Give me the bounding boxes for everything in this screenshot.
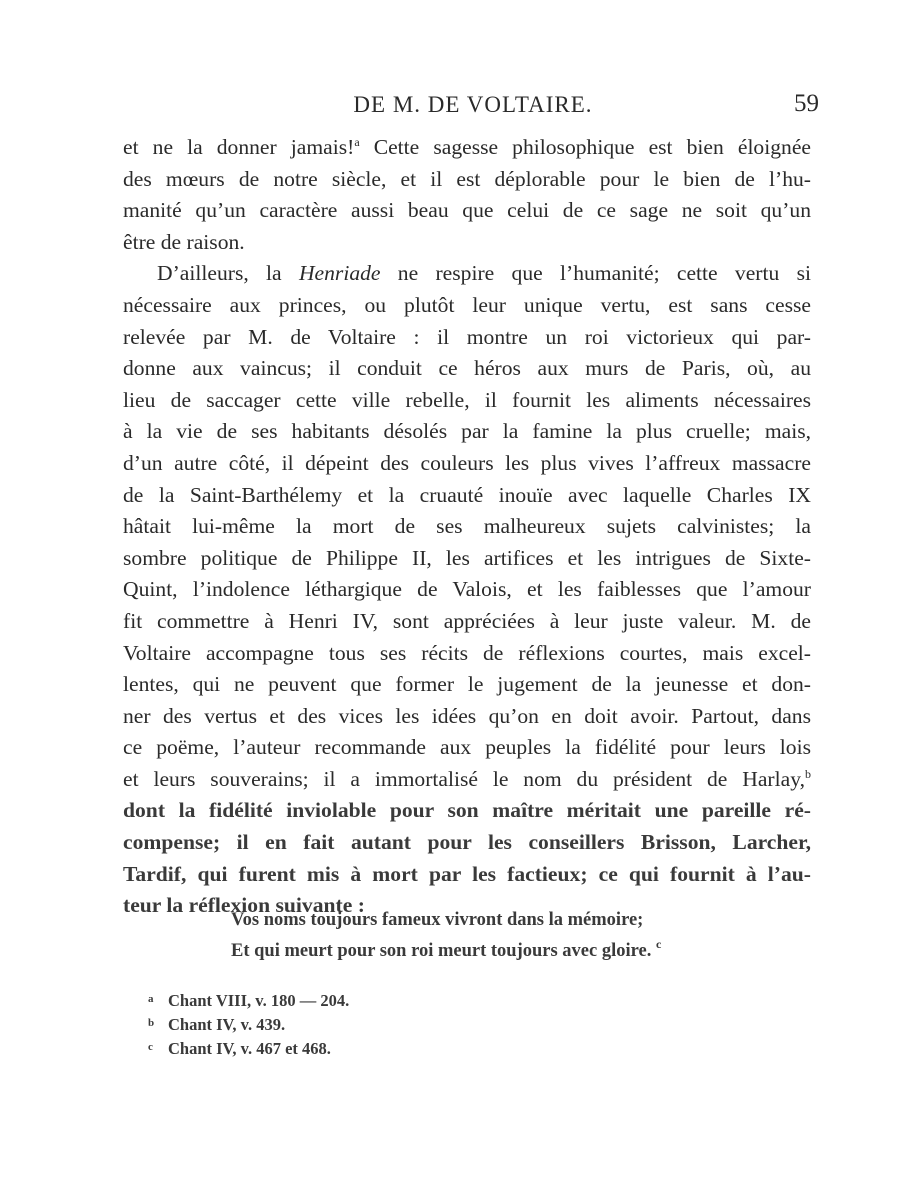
body-text xyxy=(123,132,811,922)
body-line: être de raison. xyxy=(123,229,245,254)
footnote-ref-a: a xyxy=(354,135,360,149)
verse-line: Vos noms toujours fameux vivront dans la mémoire; xyxy=(231,910,644,930)
body-line: et ne la donner jamais!$^a$ Cette sagesse philosophique est bien éloignée xyxy=(123,135,811,159)
body-line: nécessaire aux princes, ou plutôt leur unique vertu, est sans cesse xyxy=(123,292,811,317)
body-line: d’un autre côté, il dépeint des couleurs les plus vives l’affreux massacre xyxy=(123,450,811,475)
body-line: Quint, l’indolence léthargique de Valois, et les faiblesses que l’amour xyxy=(123,577,811,602)
body-line: teur la réflexion suivante : xyxy=(123,893,365,918)
running-title: DE M. DE VOLTAIRE. xyxy=(353,92,593,117)
body-line: ce poëme, l’auteur recommande aux peuples la fidélité pour leurs lois xyxy=(123,735,811,760)
footnote-ref-c: c xyxy=(655,937,662,951)
page-number: 59 xyxy=(794,90,819,117)
body-line: lentes, qui ne peuvent que former le jugement de la jeunesse et don- xyxy=(123,672,811,697)
body-line: à la vie de ses habitants désolés par la famine la plus cruelle; mais, xyxy=(123,419,811,444)
footnote-a xyxy=(148,988,349,1012)
footnote-text: Chant IV, v. 467 et 468. xyxy=(168,1039,331,1058)
body-line: dont la fidélité inviolable pour son maître méritait une pareille ré- xyxy=(123,798,811,823)
body-line: fit commettre à Henri IV, sont appréciées à leur juste valeur. M. de xyxy=(123,608,811,633)
body-line: ner des vertus et des vices les idées qu’on en doit avoir. Partout, dans xyxy=(123,703,811,728)
body-line: des mœurs de notre siècle, et il est déplorable pour le bien de l’hu- xyxy=(123,166,811,191)
body-line: et leurs souverains; il a immortalisé le nom du président de Harlay,$^b$ xyxy=(123,766,811,791)
body-line: D’ailleurs, la Henriade ne respire que l’humanité; cette vertu si xyxy=(157,261,811,286)
body-line: manité qu’un caractère aussi beau que celui de ce sage ne soit qu’un xyxy=(123,198,811,223)
footnote-text: Chant IV, v. 439. xyxy=(168,1015,286,1034)
footnote-text: Chant VIII, v. 180 — 204. xyxy=(168,991,350,1010)
work-title-italic: Henriade xyxy=(298,261,381,286)
footnote-mark: c xyxy=(148,1041,153,1053)
verse-line: Et qui meurt pour son roi meurt toujours avec gloire. $^c$ xyxy=(231,937,662,961)
bold-text-block xyxy=(123,795,811,921)
body-line: de la Saint-Barthélemy et la cruauté inouïe avec laquelle Charles IX xyxy=(123,482,811,507)
body-line: sombre politique de Philippe II, les artifices et les intrigues de Sixte- xyxy=(123,545,811,570)
footnotes xyxy=(148,988,349,1060)
footnote-mark: a xyxy=(148,993,154,1005)
body-line: relevée par M. de Voltaire : il montre un roi victorieux qui par- xyxy=(123,324,811,349)
footnote-b xyxy=(148,1012,349,1036)
footnote-mark: b xyxy=(148,1017,155,1029)
running-head xyxy=(123,88,823,124)
footnote-c xyxy=(148,1036,349,1060)
body-line: lieu de saccager cette ville rebelle, il fournit les aliments nécessaires xyxy=(123,387,811,412)
body-line: donne aux vaincus; il conduit ce héros aux murs de Paris, où, au xyxy=(123,356,811,381)
body-line: hâtait lui-même la mort de ses malheureux sujets calvinistes; la xyxy=(123,514,811,539)
body-line: Voltaire accompagne tous ses récits de réflexions courtes, mais excel- xyxy=(123,640,811,665)
body-line: Tardif, qui furent mis à mort par les factieux; ce qui fournit à l’au- xyxy=(123,861,811,886)
footnote-ref-b: b xyxy=(805,766,811,781)
body-line: compense; il en fait autant pour les conseillers Brisson, Larcher, xyxy=(123,830,811,855)
verse-quotation xyxy=(231,905,661,967)
